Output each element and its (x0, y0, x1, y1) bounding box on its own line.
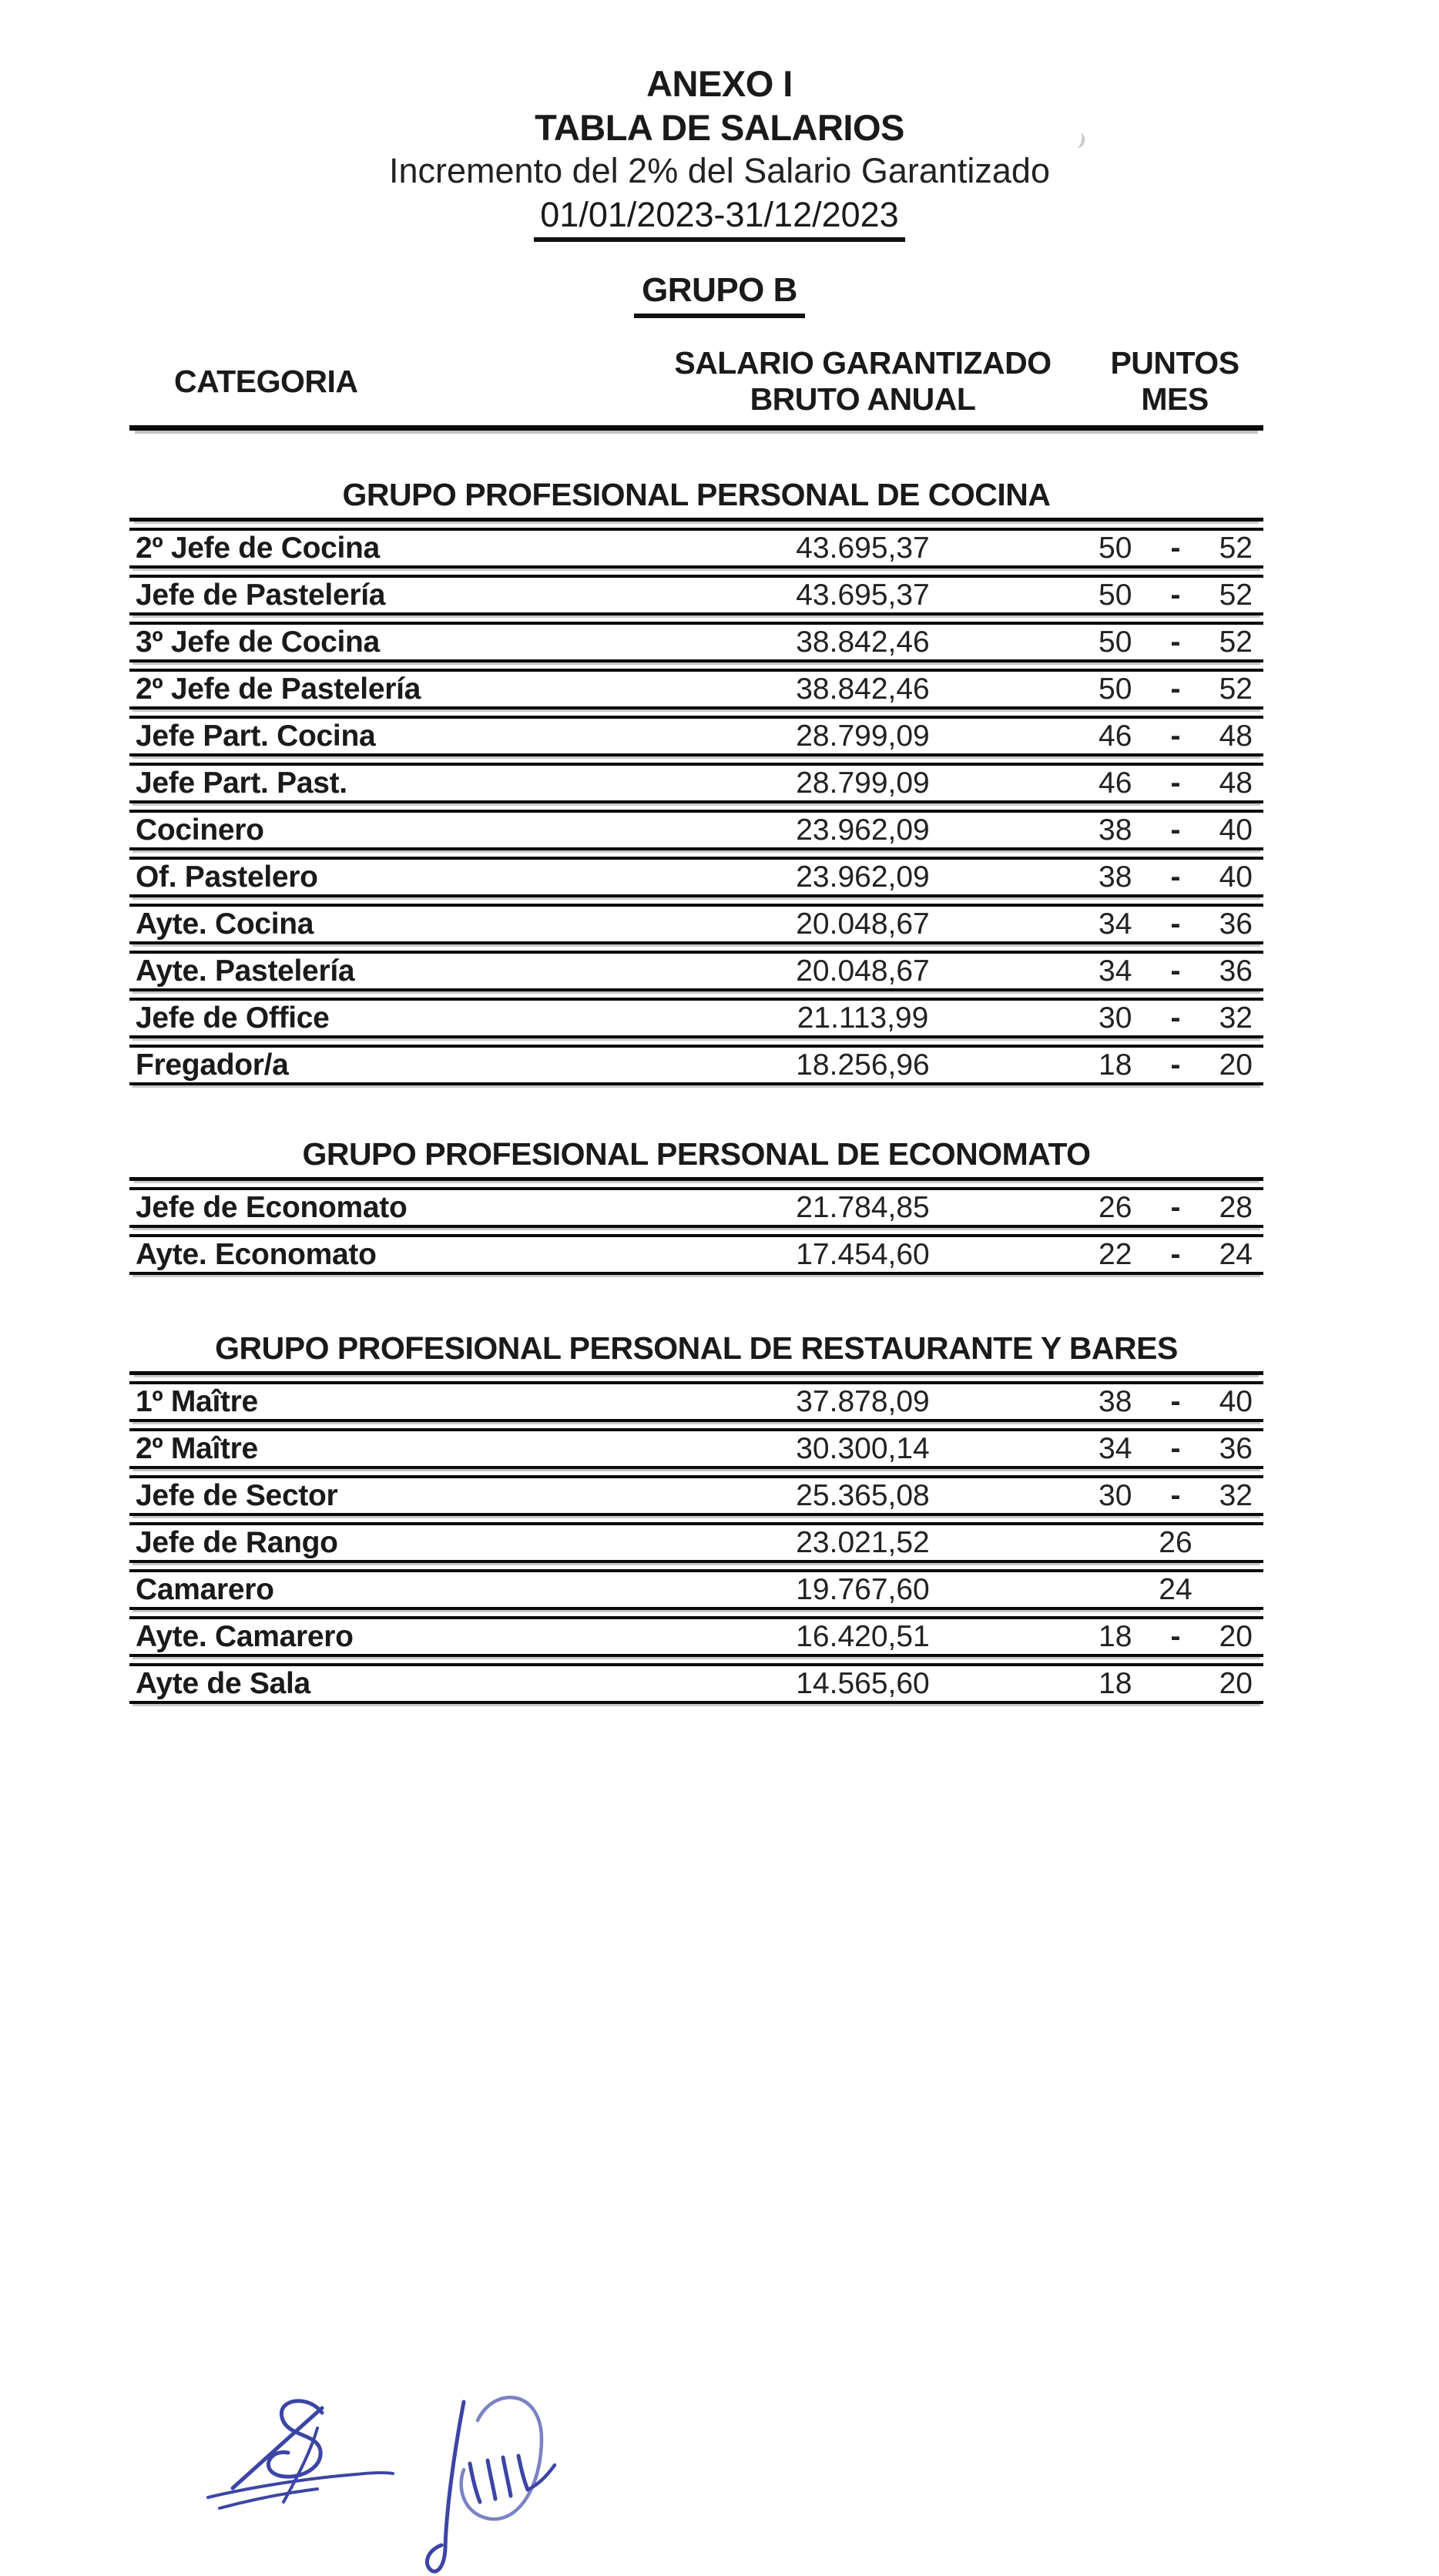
salary-cell: 23.962,09 (796, 860, 930, 894)
category-cell: Jefe de Office (136, 1001, 330, 1035)
points-min: 30 (1099, 1478, 1132, 1512)
points-cell (1063, 1573, 1263, 1607)
points-cell (1063, 532, 1263, 565)
points-sep: - (1170, 860, 1181, 894)
points-sep: - (1170, 1384, 1181, 1418)
table-row (129, 622, 1263, 662)
category-cell: Of. Pastelero (136, 860, 318, 894)
table-row (129, 1234, 1263, 1275)
signature-right-icon (427, 2397, 555, 2571)
table-row (129, 1428, 1263, 1469)
points-sep: - (1170, 1237, 1181, 1271)
table-row (129, 716, 1263, 756)
table-row (129, 575, 1263, 615)
category-cell: Jefe de Sector (136, 1478, 338, 1512)
points-cell (1063, 907, 1263, 941)
points-min: 50 (1099, 625, 1132, 659)
table-row (129, 1381, 1263, 1422)
points-sep: - (1170, 578, 1181, 612)
salary-cell: 21.113,99 (797, 1001, 929, 1035)
category-cell: 1º Maître (136, 1384, 258, 1418)
points-max: 28 (1219, 1190, 1253, 1224)
points-min: 18 (1099, 1666, 1132, 1700)
table-row (129, 763, 1263, 803)
salary-cell: 14.565,60 (796, 1666, 930, 1700)
points-min: 34 (1099, 907, 1132, 941)
points-max: 40 (1219, 1384, 1253, 1418)
points-cell (1063, 1526, 1263, 1560)
salary-cell: 30.300,14 (796, 1431, 930, 1465)
category-cell: Ayte. Camarero (136, 1619, 354, 1653)
salary-cell: 23.021,52 (796, 1525, 930, 1559)
points-min: 34 (1099, 954, 1132, 988)
table-row (129, 1522, 1263, 1563)
category-cell: Ayte de Sala (136, 1666, 310, 1700)
points-min: 50 (1099, 578, 1132, 612)
points-max: 52 (1219, 672, 1253, 706)
points-cell (1063, 1001, 1263, 1035)
points-max: 52 (1219, 625, 1253, 659)
points-cell (1063, 813, 1263, 847)
header-puntos-line2: MES (1141, 381, 1209, 417)
salary-table (129, 345, 1263, 1704)
points-max: 40 (1219, 860, 1253, 894)
points-cell (1063, 1385, 1263, 1419)
points-min: 38 (1099, 860, 1132, 894)
points-min: 18 (1099, 1619, 1132, 1653)
page-title: TABLA DE SALARIOS (535, 107, 904, 148)
points-sep: - (1170, 954, 1181, 988)
points-min: 50 (1099, 531, 1132, 565)
category-cell: 2º Jefe de Cocina (136, 531, 380, 565)
points-cell (1063, 579, 1263, 612)
points-max: 20 (1219, 1666, 1253, 1700)
annex-title: ANEXO I (646, 63, 793, 104)
points-sep: - (1170, 1619, 1181, 1653)
header-salario-line2: BRUTO ANUAL (750, 381, 976, 417)
table-row (129, 1475, 1263, 1516)
points-sep: - (1170, 672, 1181, 706)
points-min: 46 (1099, 766, 1132, 800)
points-cell (1063, 1048, 1263, 1082)
points-min: 22 (1099, 1237, 1132, 1271)
points-sep: - (1170, 907, 1181, 941)
table-row (129, 1616, 1263, 1657)
category-cell: Fregador/a (136, 1048, 289, 1082)
salary-cell: 25.365,08 (796, 1478, 930, 1512)
points-sep: - (1170, 1190, 1181, 1224)
header-puntos-line1: PUNTOS (1110, 345, 1239, 381)
salary-cell: 17.454,60 (796, 1237, 930, 1271)
points-sep: - (1170, 625, 1181, 659)
header-puntos (1063, 345, 1263, 418)
salary-table-sections (129, 477, 1263, 1704)
points-max: 20 (1219, 1619, 1253, 1653)
salary-cell: 20.048,67 (796, 907, 930, 941)
document-header (0, 62, 1439, 243)
points-cell (1063, 1667, 1263, 1701)
salary-cell: 43.695,37 (796, 531, 930, 565)
points-max: 36 (1219, 1431, 1253, 1465)
category-cell: 3º Jefe de Cocina (136, 625, 380, 659)
period-line (0, 196, 1439, 243)
category-cell: 2º Maître (136, 1431, 258, 1465)
points-cell (1063, 1191, 1263, 1225)
points-sep: - (1170, 1001, 1181, 1035)
table-row (129, 904, 1263, 944)
points-cell (1063, 719, 1263, 753)
table-row (129, 669, 1263, 709)
table-row (129, 810, 1263, 850)
category-cell: Jefe de Economato (136, 1190, 408, 1224)
points-sep: - (1170, 531, 1181, 565)
header-categoria: CATEGORIA (174, 363, 358, 399)
table-section (129, 1330, 1263, 1704)
category-cell: Jefe de Pastelería (136, 578, 386, 612)
signatures-area (193, 2373, 616, 2576)
table-row (129, 1663, 1263, 1704)
points-value: 26 (1159, 1525, 1192, 1559)
table-row (129, 1569, 1263, 1610)
section-title: GRUPO PROFESIONAL PERSONAL DE COCINA (129, 477, 1263, 522)
points-max: 36 (1219, 907, 1253, 941)
points-cell (1063, 1432, 1263, 1466)
points-min: 38 (1099, 1384, 1132, 1418)
table-row (129, 951, 1263, 991)
points-cell (1063, 673, 1263, 706)
points-cell (1063, 1238, 1263, 1272)
category-cell: Camarero (136, 1572, 274, 1606)
points-sep: - (1170, 1431, 1181, 1465)
points-sep: - (1170, 813, 1181, 847)
salary-cell: 20.048,67 (796, 954, 930, 988)
points-max: 52 (1219, 531, 1253, 565)
points-max: 24 (1219, 1237, 1253, 1271)
points-min: 30 (1099, 1001, 1132, 1035)
points-min: 50 (1099, 672, 1132, 706)
category-cell: Ayte. Economato (136, 1237, 377, 1271)
table-row (129, 998, 1263, 1038)
points-min: 38 (1099, 813, 1132, 847)
points-max: 36 (1219, 954, 1253, 988)
subtitle: Incremento del 2% del Salario Garantizado (389, 151, 1050, 190)
points-max: 48 (1219, 766, 1253, 800)
salary-cell: 38.842,46 (796, 625, 930, 659)
header-salario (662, 345, 1063, 418)
category-cell: 2º Jefe de Pastelería (136, 672, 421, 706)
points-cell (1063, 1479, 1263, 1513)
points-min: 18 (1099, 1048, 1132, 1082)
period-dates: 01/01/2023-31/12/2023 (534, 196, 904, 242)
points-sep: - (1170, 766, 1181, 800)
points-min: 34 (1099, 1431, 1132, 1465)
group-heading (0, 271, 1439, 318)
points-sep: - (1170, 719, 1181, 753)
salary-cell: 19.767,60 (796, 1572, 930, 1606)
points-cell (1063, 954, 1263, 988)
category-cell: Jefe de Rango (136, 1525, 338, 1559)
table-section (129, 477, 1263, 1085)
signature-left-icon (208, 2401, 393, 2508)
section-title: GRUPO PROFESIONAL PERSONAL DE RESTAURANTE Y BARES (129, 1330, 1263, 1375)
table-row (129, 528, 1263, 569)
points-max: 20 (1219, 1048, 1253, 1082)
salary-cell: 18.256,96 (796, 1048, 930, 1082)
category-cell: Cocinero (136, 813, 264, 847)
points-cell (1063, 860, 1263, 894)
group-heading-text: GRUPO B (634, 271, 805, 318)
category-cell: Jefe Part. Cocina (136, 719, 376, 753)
points-cell (1063, 1620, 1263, 1654)
points-min: 46 (1099, 719, 1132, 753)
table-row (129, 1045, 1263, 1085)
table-row (129, 1187, 1263, 1228)
category-cell: Jefe Part. Past. (136, 766, 347, 800)
salary-cell: 28.799,09 (796, 766, 930, 800)
table-row (129, 857, 1263, 897)
salary-cell: 28.799,09 (796, 719, 930, 753)
section-title: GRUPO PROFESIONAL PERSONAL DE ECONOMATO (129, 1136, 1263, 1181)
points-cell (1063, 766, 1263, 800)
table-section (129, 1136, 1263, 1275)
points-max: 32 (1219, 1001, 1253, 1035)
category-cell: Ayte. Cocina (136, 907, 314, 941)
points-cell (1063, 626, 1263, 659)
points-max: 48 (1219, 719, 1253, 753)
salary-cell: 38.842,46 (796, 672, 930, 706)
points-sep: - (1170, 1478, 1181, 1512)
points-max: 52 (1219, 578, 1253, 612)
salary-cell: 21.784,85 (796, 1190, 930, 1224)
category-cell: Ayte. Pastelería (136, 954, 355, 988)
salary-cell: 16.420,51 (796, 1619, 930, 1653)
points-sep: - (1170, 1048, 1181, 1082)
salary-cell: 43.695,37 (796, 578, 930, 612)
points-value: 24 (1159, 1572, 1192, 1606)
table-header-row (129, 345, 1263, 431)
salary-cell: 23.962,09 (796, 813, 930, 847)
header-salario-line1: SALARIO GARANTIZADO (674, 345, 1052, 381)
salary-cell: 37.878,09 (796, 1384, 930, 1418)
points-max: 32 (1219, 1478, 1253, 1512)
points-max: 40 (1219, 813, 1253, 847)
points-min: 26 (1099, 1190, 1132, 1224)
